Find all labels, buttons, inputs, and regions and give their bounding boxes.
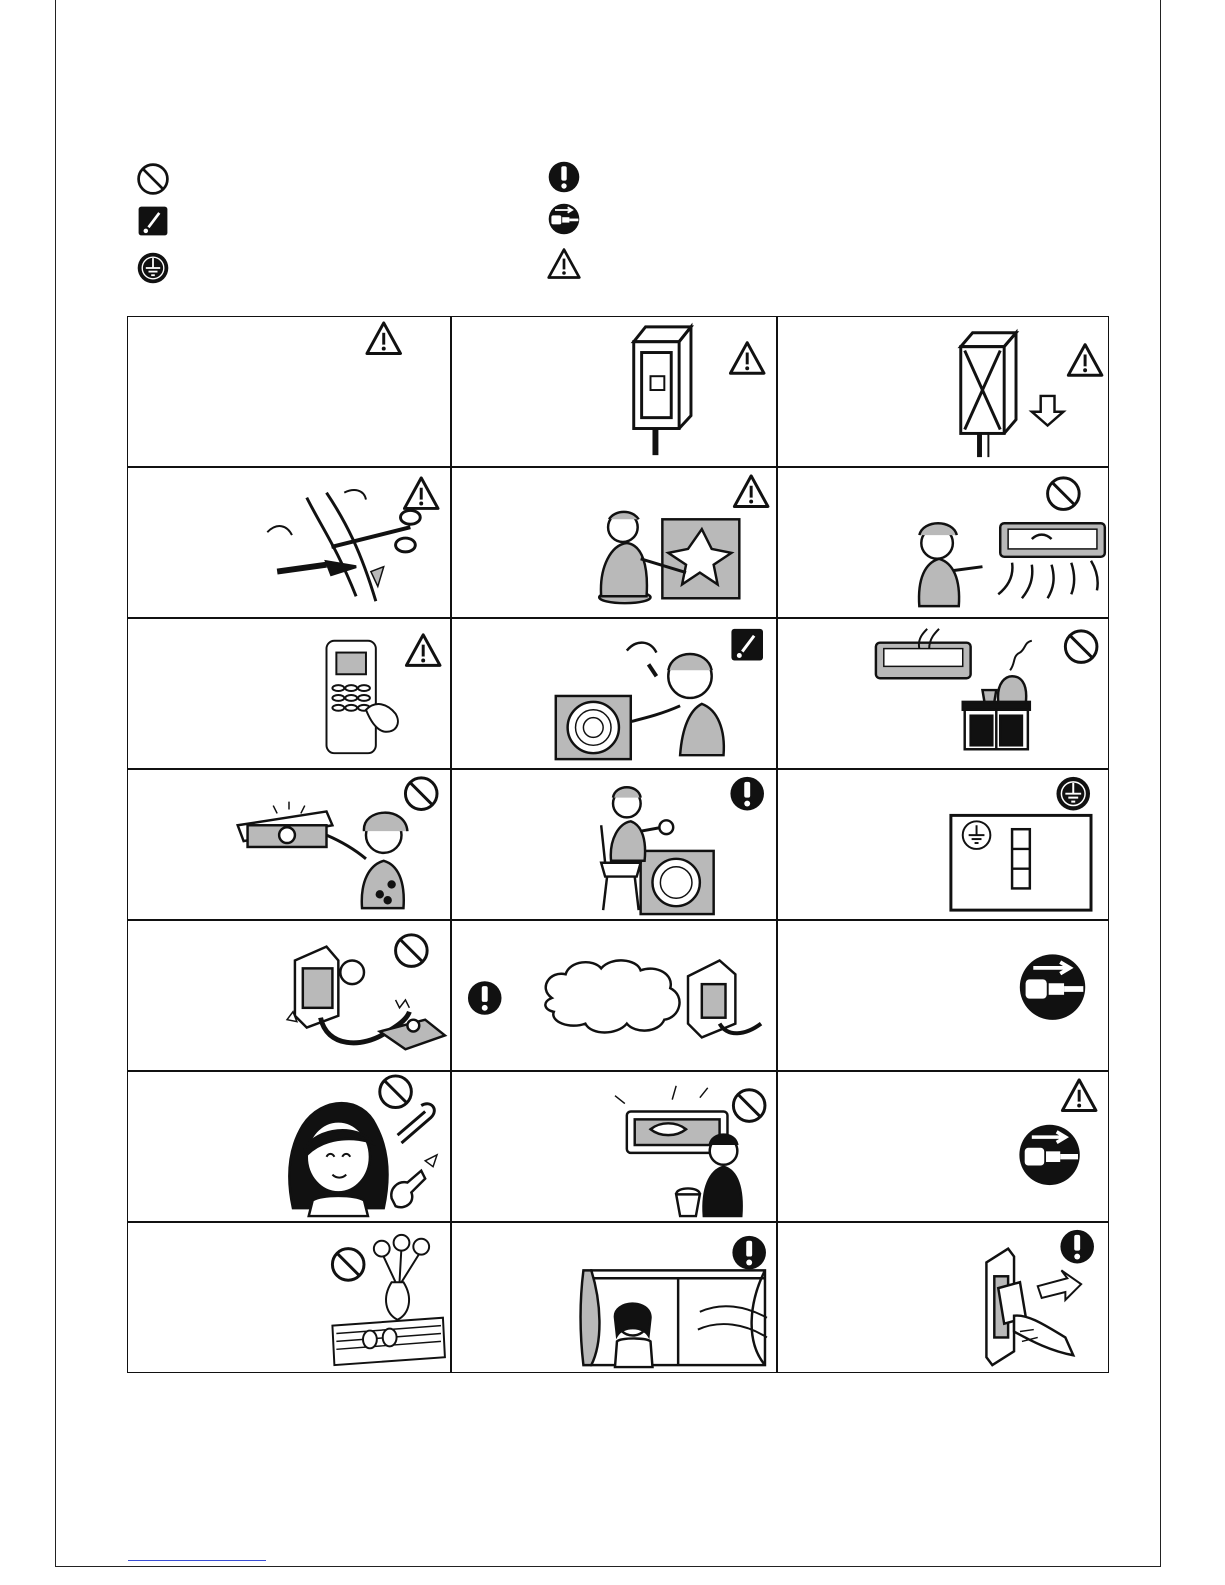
person-in-airflow-illustration <box>919 523 1105 606</box>
prohibited-icon <box>380 1076 412 1108</box>
mandatory-icon <box>730 777 764 811</box>
crossed-breaker-illustration <box>961 333 1064 457</box>
panel-pull-plug <box>777 1222 1109 1373</box>
child-on-chair-illustration <box>601 787 713 914</box>
warning-triangle-icon <box>1062 1080 1096 1111</box>
mandatory-icon <box>546 159 582 195</box>
warning-triangle-icon <box>546 246 582 282</box>
ground-icon <box>1056 777 1090 811</box>
panel-grounded-board <box>777 769 1109 920</box>
girl-with-wrench-illustration <box>289 1103 437 1216</box>
caution-square-icon <box>731 629 763 661</box>
prohibited-icon <box>332 1249 364 1281</box>
caution-square-icon <box>135 203 171 239</box>
unplug-icon <box>1020 954 1085 1019</box>
washing-indoor-unit-illustration <box>615 1086 742 1216</box>
panel-open-window <box>451 1222 777 1373</box>
prohibited-icon <box>135 161 171 197</box>
cloud-and-plug-illustration <box>545 960 761 1037</box>
panel-washing-unit <box>451 1071 777 1222</box>
warning-triangle-icon <box>404 478 438 509</box>
stove-and-indoor-unit-illustration <box>876 629 1032 749</box>
panel-breaker-box <box>451 316 777 467</box>
person-reaching-outdoor-unit-illustration <box>556 643 724 759</box>
panel-poke-indoor-unit <box>127 769 451 920</box>
prohibited-icon <box>733 1090 765 1122</box>
panel-child-fan <box>451 467 777 618</box>
prohibited-icon <box>1065 631 1097 663</box>
remote-control-illustration <box>326 641 397 753</box>
bottom-link-underline <box>128 1560 266 1561</box>
warning-triangle-icon <box>730 343 764 374</box>
warning-triangle-icon <box>406 635 440 666</box>
ground-icon <box>135 250 171 286</box>
panel-child-on-chair <box>451 769 777 920</box>
panel-remote-control <box>127 618 451 769</box>
unplug-icon <box>546 201 582 237</box>
mandatory-icon <box>732 1236 766 1270</box>
panel-girl-with-wrench <box>127 1071 451 1222</box>
child-and-outdoor-unit-illustration <box>599 512 739 603</box>
warning-triangle-icon <box>734 476 768 507</box>
grounded-board-illustration <box>951 815 1091 910</box>
warning-triangle-icon <box>1068 345 1102 376</box>
safety-illustration-grid <box>127 316 1109 1373</box>
panel-cloud-and-plug <box>451 920 777 1071</box>
cable-and-scissors-illustration <box>267 490 420 601</box>
mandatory-icon <box>1060 1230 1094 1264</box>
breaker-box-illustration <box>634 327 691 455</box>
open-window-illustration <box>580 1270 766 1367</box>
panel-unplug <box>777 920 1109 1071</box>
warning-triangle-icon <box>367 323 401 354</box>
panel-crossed-breaker <box>777 316 1109 467</box>
panel-cold-airflow <box>777 467 1109 618</box>
panel-vase-on-unit <box>127 1222 451 1373</box>
panel-damaged-plug <box>127 920 451 1071</box>
prohibited-icon <box>396 935 428 967</box>
panel-unplug-warning <box>777 1071 1109 1222</box>
panel-warning-1 <box>127 316 451 467</box>
mandatory-icon <box>468 981 502 1015</box>
panel-stove-near-unit <box>777 618 1109 769</box>
prohibited-icon <box>1048 478 1080 510</box>
person-poking-indoor-unit-illustration <box>238 802 408 909</box>
pulling-plug-illustration <box>986 1249 1081 1365</box>
panel-person-outdoor-unit <box>451 618 777 769</box>
prohibited-icon <box>405 778 437 810</box>
unplug-icon <box>1019 1125 1079 1185</box>
panel-cutting-cable <box>127 467 451 618</box>
